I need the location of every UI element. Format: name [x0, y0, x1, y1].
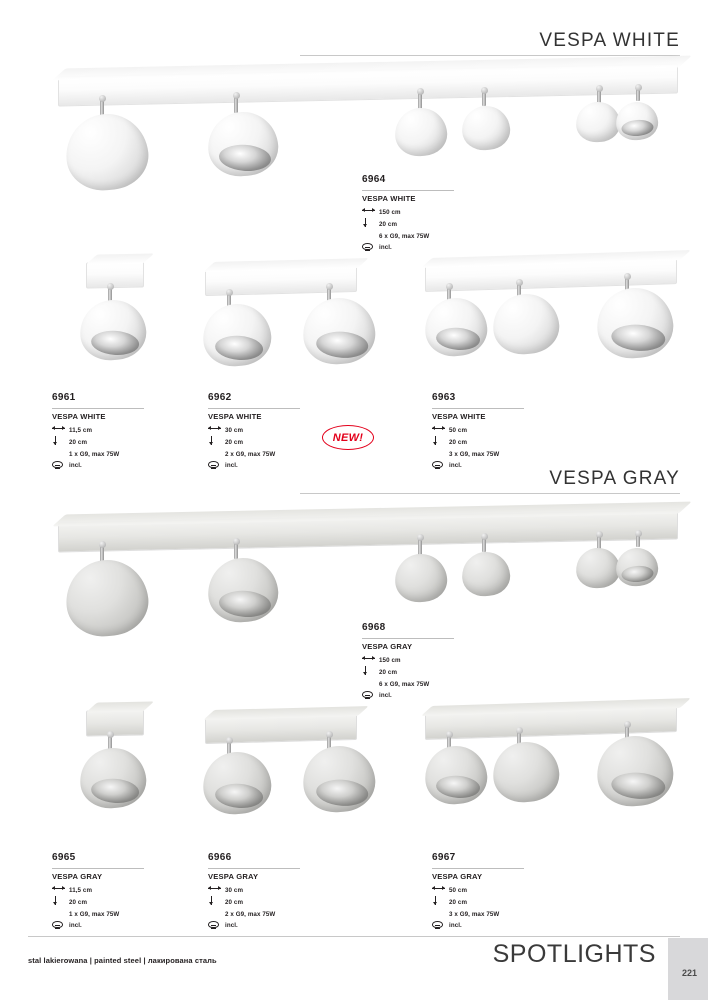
product-image-6961: [78, 252, 198, 382]
section-title: VESPA WHITE: [539, 30, 680, 51]
spec-height: 20 cm: [208, 896, 358, 909]
section-header-vespa-gray: [260, 468, 680, 494]
bulb-icon: [432, 920, 446, 931]
lamp-shade: [461, 104, 512, 151]
height-icon: [208, 436, 222, 449]
height-icon: [52, 896, 66, 909]
spec-bulb: 3 x G9, max 75W: [449, 910, 500, 918]
lamp-reflector: [315, 330, 369, 360]
lamp-shade: [393, 106, 448, 158]
lamp-reflector: [621, 565, 654, 583]
lamp-shade: [62, 110, 151, 194]
bulb-icon: [208, 920, 222, 931]
spec-height: 20 cm: [52, 436, 202, 449]
lamp-reflector: [435, 326, 480, 351]
spec-height: 20 cm: [52, 896, 202, 909]
spec-included: incl.: [432, 460, 582, 471]
spec-included: incl.: [52, 920, 202, 931]
spec-bulb: 2 x G9, max 75W: [225, 910, 276, 918]
lamp-shade: [615, 101, 660, 142]
product-code: 6967: [432, 852, 456, 863]
lamp-reflector: [621, 119, 654, 137]
width-icon: [432, 885, 446, 895]
width-icon: [208, 885, 222, 895]
footer-divider: [28, 936, 680, 937]
product-name: VESPA WHITE: [208, 411, 262, 421]
footer-category: SPOTLIGHTS: [492, 940, 656, 968]
product-code: 6962: [208, 392, 232, 403]
spec-included: incl.: [362, 242, 512, 253]
lamp-shade: [423, 295, 490, 358]
spec-included: incl.: [432, 920, 582, 931]
section-header-vespa-white: [260, 30, 680, 56]
spec-included: incl.: [52, 460, 202, 471]
spec-bulb: 1 x G9, max 75W: [69, 910, 120, 918]
lamp-reflector: [90, 329, 140, 356]
page-number: 221: [681, 968, 697, 978]
lamp-shade: [594, 733, 676, 809]
lamp-reflector: [214, 334, 264, 361]
product-image-6963: [425, 240, 685, 385]
lamp-bar: [86, 709, 144, 736]
lamp-shade: [594, 285, 676, 361]
lamp-reflector: [90, 777, 140, 804]
spec-height: 20 cm: [432, 436, 582, 449]
product-image-6962: [205, 252, 395, 382]
spec-width: 50 cm: [432, 425, 582, 435]
divider: [208, 868, 300, 869]
lamp-shade: [461, 550, 512, 597]
product-name: VESPA GRAY: [208, 871, 259, 881]
lamp-shade: [575, 101, 622, 144]
lamp-shade: [206, 556, 280, 625]
width-icon: [432, 425, 446, 435]
lamp-stem: [234, 95, 238, 113]
height-icon: [432, 436, 446, 449]
lamp-reflector: [214, 782, 264, 809]
lamp-shade: [393, 552, 448, 604]
lamp-reflector: [218, 589, 272, 619]
product-info-6967: [432, 850, 582, 931]
product-info-6966: [208, 850, 358, 931]
product-image-6967: [425, 688, 685, 833]
divider: [362, 638, 454, 639]
lamp-shade: [575, 547, 622, 590]
product-code: 6964: [362, 174, 386, 185]
width-icon: [52, 425, 66, 435]
lamp-shade: [423, 743, 490, 806]
footer-materials: stal lakierowana | painted steel | лакирована сталь: [28, 956, 217, 965]
divider: [208, 408, 300, 409]
product-name: VESPA GRAY: [432, 871, 483, 881]
lamp-shade: [300, 295, 377, 367]
lamp-shade: [62, 556, 151, 640]
product-name: VESPA GRAY: [52, 871, 103, 881]
section-divider: [300, 493, 680, 494]
product-name: VESPA WHITE: [362, 193, 416, 203]
lamp-stem: [482, 536, 486, 552]
width-icon: [362, 207, 376, 217]
lamp-stem: [234, 541, 238, 559]
lamp-stem: [418, 91, 422, 109]
lamp-shade: [491, 291, 562, 357]
bulb-icon: [208, 460, 222, 471]
spec-height: 20 cm: [208, 436, 358, 449]
new-badge: NEW!: [322, 425, 374, 450]
spec-included: incl.: [208, 920, 358, 931]
height-icon: [208, 896, 222, 909]
lamp-stem: [636, 87, 640, 101]
spec-bulb: 2 x G9, max 75W: [225, 450, 276, 458]
spec-bulb: 3 x G9, max 75W: [449, 450, 500, 458]
product-info-6963: [432, 390, 582, 471]
lamp-bar: [86, 261, 144, 288]
spec-height: 20 cm: [432, 896, 582, 909]
product-name: VESPA WHITE: [52, 411, 106, 421]
spec-width: 50 cm: [432, 885, 582, 895]
divider: [52, 868, 144, 869]
lamp-shade: [200, 749, 273, 817]
lamp-reflector: [610, 771, 666, 801]
divider: [432, 868, 524, 869]
lamp-stem: [418, 537, 422, 555]
product-code: 6963: [432, 392, 456, 403]
lamp-stem: [482, 90, 486, 106]
product-code: 6968: [362, 622, 386, 633]
product-info-6961: [52, 390, 202, 471]
lamp-shade: [200, 301, 273, 369]
section-title: VESPA GRAY: [549, 468, 680, 489]
lamp-shade: [78, 297, 149, 363]
spec-included: incl.: [362, 690, 512, 701]
product-code: 6966: [208, 852, 232, 863]
spec-included: incl.: [208, 460, 358, 471]
spec-width: 11,5 cm: [52, 885, 202, 895]
spec-bulb: 6 x G9, max 75W: [379, 232, 430, 240]
lamp-shade: [615, 547, 660, 588]
divider: [362, 190, 454, 191]
width-icon: [208, 425, 222, 435]
bulb-icon: [52, 460, 66, 471]
width-icon: [362, 655, 376, 665]
spec-height: 20 cm: [362, 218, 512, 231]
product-code: 6965: [52, 852, 76, 863]
section-divider: [300, 55, 680, 56]
spec-width: 11,5 cm: [52, 425, 202, 435]
lamp-shade: [491, 739, 562, 805]
lamp-reflector: [218, 143, 272, 173]
lamp-shade: [78, 745, 149, 811]
height-icon: [432, 896, 446, 909]
lamp-stem: [636, 533, 640, 547]
height-icon: [362, 666, 376, 679]
lamp-shade: [300, 743, 377, 815]
spec-bulb: 1 x G9, max 75W: [69, 450, 120, 458]
spec-height: 20 cm: [362, 666, 512, 679]
product-info-6965: [52, 850, 202, 931]
spec-bulb: 6 x G9, max 75W: [379, 680, 430, 688]
divider: [52, 408, 144, 409]
height-icon: [52, 436, 66, 449]
product-name: VESPA GRAY: [362, 641, 413, 651]
spec-width: 30 cm: [208, 425, 358, 435]
product-image-6966: [205, 700, 395, 830]
spec-width: 150 cm: [362, 655, 512, 665]
lamp-reflector: [315, 778, 369, 808]
width-icon: [52, 885, 66, 895]
product-name: VESPA WHITE: [432, 411, 486, 421]
product-image-6965: [78, 700, 198, 830]
lamp-reflector: [610, 323, 666, 353]
divider: [432, 408, 524, 409]
lamp-shade: [206, 110, 280, 179]
spec-width: 30 cm: [208, 885, 358, 895]
product-code: 6961: [52, 392, 76, 403]
lamp-reflector: [435, 774, 480, 799]
bulb-icon: [52, 920, 66, 931]
spec-width: 150 cm: [362, 207, 512, 217]
height-icon: [362, 218, 376, 231]
